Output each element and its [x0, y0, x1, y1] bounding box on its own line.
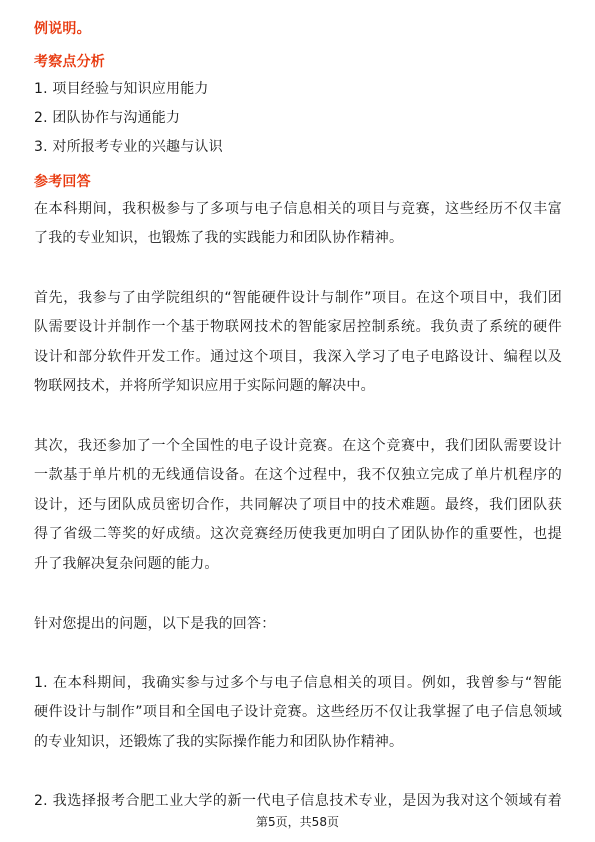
- paragraph-line: 设计和部分软件开发工作。通过这个项目，我深入学习了电子电路设计、编程以及: [34, 349, 562, 365]
- paragraph-line: 一款基于单片机的无线通信设备。在这个过程中，我不仅独立完成了单片机程序的: [34, 467, 562, 483]
- paragraph-line: 在本科期间，我积极参与了多项与电子信息相关的项目与竞赛，这些经历不仅丰富: [34, 201, 562, 217]
- paragraph-line: 2. 我选择报考合肥工业大学的新一代电子信息技术专业，是因为我对这个领域有着: [34, 793, 562, 809]
- paragraph-line: 物联网技术，并将所学知识应用于实际问题的解决中。: [34, 378, 375, 394]
- paragraph-line: 1. 在本科期间，我确实参与过多个与电子信息相关的项目。例如，我曾参与“智能: [34, 675, 562, 691]
- page-number: 第5页，共58页: [256, 815, 339, 829]
- analysis-item: 2. 团队协作与沟通能力: [34, 110, 181, 126]
- paragraph-line: 硬件设计与制作”项目和全国电子设计竞赛。这些经历不仅让我掌握了电子信息领域: [34, 704, 562, 720]
- paragraph-line: 得了省级二等奖的好成绩。这次竞赛经历使我更加明白了团队协作的重要性，也提: [34, 526, 562, 542]
- top-fragment: 例说明。: [34, 21, 91, 37]
- paragraph-line: 的专业知识，还锻炼了我的实际操作能力和团队协作精神。: [34, 734, 404, 750]
- paragraph-line: 队需要设计并制作一个基于物联网技术的智能家居控制系统。我负责了系统的硬件: [34, 319, 562, 335]
- answer-heading: 参考回答: [34, 174, 91, 190]
- paragraph-line: 针对您提出的问题，以下是我的回答：: [34, 616, 276, 632]
- analysis-item: 3. 对所报考专业的兴趣与认识: [34, 139, 223, 155]
- analysis-heading: 考察点分析: [34, 54, 105, 70]
- analysis-item: 1. 项目经验与知识应用能力: [34, 81, 209, 97]
- paragraph-line: 其次，我还参加了一个全国性的电子设计竞赛。在这个竞赛中，我们团队需要设计: [34, 438, 562, 454]
- paragraph-line: 升了我解决复杂问题的能力。: [34, 556, 219, 572]
- paragraph-line: 设计，还与团队成员密切合作，共同解决了项目中的技术难题。最终，我们团队获: [34, 497, 562, 513]
- paragraph-line: 首先，我参与了由学院组织的“智能硬件设计与制作”项目。在这个项目中，我们团: [34, 290, 562, 306]
- paragraph-line: 了我的专业知识，也锻炼了我的实践能力和团队协作精神。: [34, 230, 404, 246]
